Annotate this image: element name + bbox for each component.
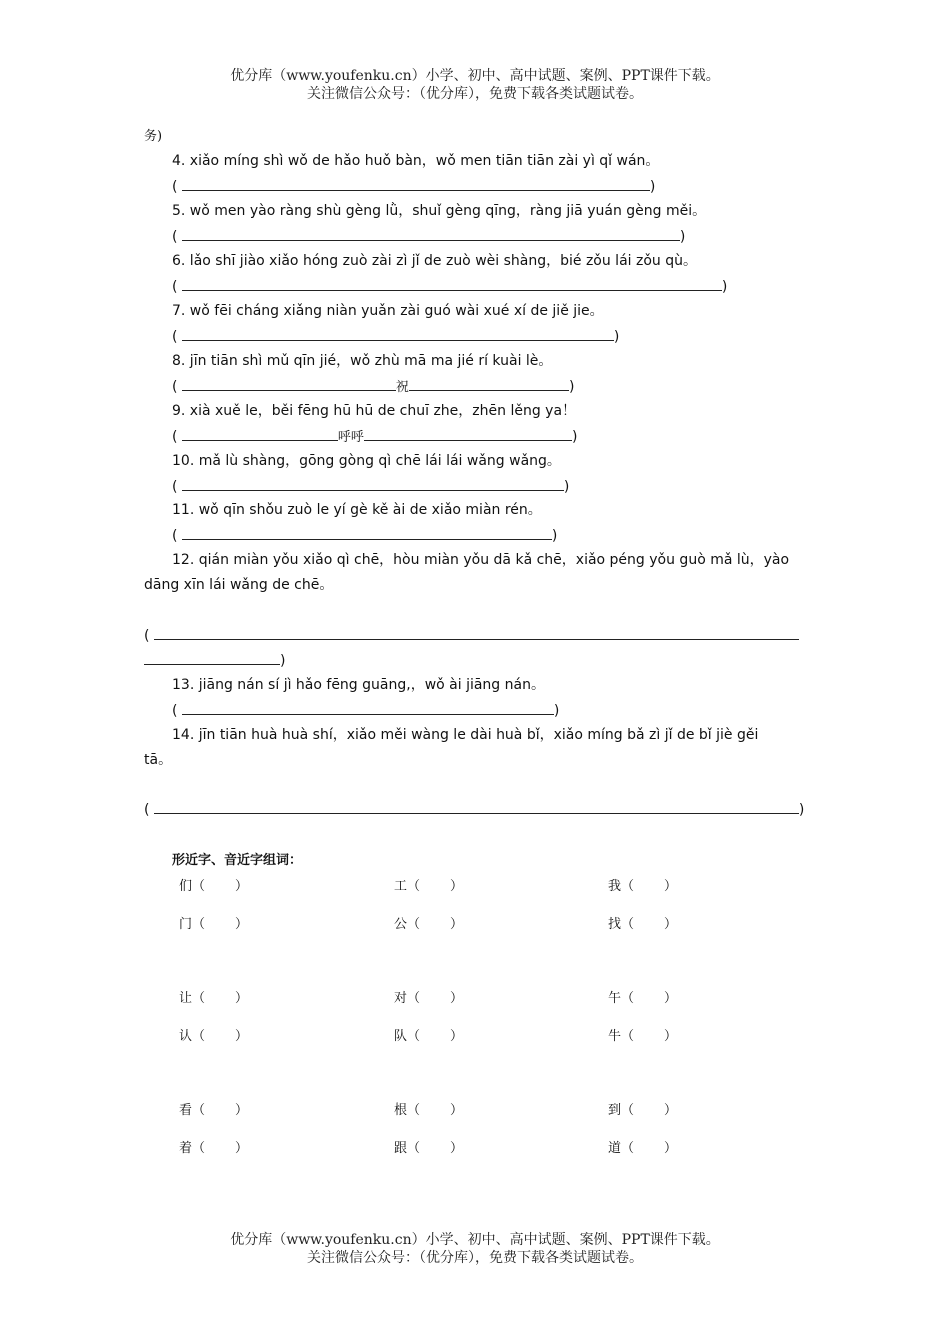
- word-group-cell[interactable]: [394, 913, 463, 932]
- word-group-char: 工: [394, 879, 408, 894]
- question-14: 14. jīn tiān huà huà shí，xiǎo měi wàng le dài huà bǐ，xiǎo míng bǎ zì jǐ de bǐ jiè gěi: [172, 727, 759, 743]
- paren-open: （: [621, 879, 635, 894]
- paren-close: ）: [450, 1141, 464, 1156]
- answer-close: ): [679, 229, 686, 245]
- word-group-cell[interactable]: [608, 987, 677, 1006]
- answer-line-12-cont[interactable]: [144, 650, 285, 671]
- word-group-cell[interactable]: [179, 913, 248, 932]
- paren-open: （: [192, 1103, 206, 1118]
- answer-line-11[interactable]: [172, 525, 557, 546]
- answer-close: ): [571, 429, 578, 445]
- answer-blank[interactable]: [182, 700, 554, 715]
- word-group-char: 认: [179, 1029, 193, 1044]
- word-group-char: 我: [608, 879, 622, 894]
- answer-close: ): [649, 179, 656, 195]
- answer-blank[interactable]: [182, 525, 552, 540]
- question-9: 9. xià xuě le，běi fēng hū hū de chuī zhe，zhēn lěng ya！: [172, 403, 577, 419]
- answer-blank[interactable]: [182, 476, 564, 491]
- paren-close: ）: [450, 1029, 464, 1044]
- word-group-char: 们: [179, 879, 193, 894]
- word-group-char: 让: [179, 991, 193, 1006]
- answer-open: (: [172, 379, 178, 395]
- word-group-char: 道: [608, 1141, 622, 1156]
- answer-line-7[interactable]: [172, 326, 619, 347]
- word-group-char: 对: [394, 991, 408, 1006]
- answer-blank[interactable]: [409, 376, 569, 391]
- answer-blank[interactable]: [144, 650, 280, 665]
- question-12-cont: dāng xīn lái wǎng de chē。: [144, 577, 334, 593]
- paren-close: ）: [664, 1029, 678, 1044]
- word-group-cell[interactable]: [394, 1099, 463, 1118]
- header-line-2: 关注微信公众号：（优分库），免费下载各类试题试卷。: [307, 86, 643, 102]
- answer-open: (: [172, 429, 178, 445]
- paren-open: （: [407, 1103, 421, 1118]
- word-group-char: 找: [608, 917, 622, 932]
- answer-line-9[interactable]: [172, 426, 577, 448]
- word-group-cell[interactable]: [608, 913, 677, 932]
- answer-line-13[interactable]: [172, 700, 559, 721]
- paren-open: （: [621, 917, 635, 932]
- paren-close: ）: [664, 1141, 678, 1156]
- word-group-cell[interactable]: [179, 987, 248, 1006]
- paren-open: （: [407, 991, 421, 1006]
- answer-open: (: [172, 703, 178, 719]
- word-group-cell[interactable]: [608, 1025, 677, 1044]
- word-group-cell[interactable]: [179, 1137, 248, 1156]
- word-group-char: 到: [608, 1103, 622, 1118]
- footer-line-1: 优分库（www.youfenku.cn）小学、初中、高中试题、案例、PPT课件下载。: [230, 1232, 720, 1248]
- paren-close: ）: [235, 879, 249, 894]
- answer-line-5[interactable]: [172, 226, 685, 247]
- question-4: 4. xiǎo míng shì wǒ de hǎo huǒ bàn，wǒ men tiān tiān zài yì qǐ wán。: [172, 153, 660, 169]
- word-group-cell[interactable]: [608, 1099, 677, 1118]
- word-group-cell[interactable]: [608, 1137, 677, 1156]
- answer-line-10[interactable]: [172, 476, 569, 497]
- page-footer: [0, 1231, 950, 1267]
- answer-line-14[interactable]: [144, 799, 804, 820]
- answer-blank[interactable]: [364, 426, 572, 441]
- answer-blank[interactable]: [182, 326, 614, 341]
- question-14-cont: tā。: [144, 752, 173, 768]
- answer-blank[interactable]: [182, 426, 338, 441]
- question-13: 13. jiāng nán sí jì hǎo fēng guāng,，wǒ ài jiāng nán。: [172, 677, 545, 693]
- paren-open: （: [192, 917, 206, 932]
- answer-blank[interactable]: [182, 376, 396, 391]
- word-group-cell[interactable]: [394, 1025, 463, 1044]
- word-group-cell[interactable]: [394, 1137, 463, 1156]
- paren-close: ）: [664, 991, 678, 1006]
- answer-line-8[interactable]: [172, 376, 574, 398]
- word-group-char: 跟: [394, 1141, 408, 1156]
- answer-blank[interactable]: [154, 799, 799, 814]
- hint-word: 祝: [395, 380, 409, 395]
- question-11: 11. wǒ qīn shǒu zuò le yí gè kě ài de xiǎo miàn rén。: [172, 502, 542, 518]
- word-group-cell[interactable]: [179, 875, 248, 894]
- paren-open: （: [407, 879, 421, 894]
- paren-open: （: [407, 1029, 421, 1044]
- answer-close: ): [551, 528, 558, 544]
- word-group-cell[interactable]: [179, 1099, 248, 1118]
- word-group-char: 公: [394, 917, 408, 932]
- answer-close: ): [553, 703, 560, 719]
- question-7: 7. wǒ fēi cháng xiǎng niàn yuǎn zài guó wài xué xí de jiě jie。: [172, 303, 604, 319]
- section-title: 形近字、音近字组词：: [172, 853, 303, 868]
- paren-close: ）: [450, 991, 464, 1006]
- question-8: 8. jīn tiān shì mǔ qīn jié，wǒ zhù mā ma jié rí kuài lè。: [172, 353, 553, 369]
- paren-open: （: [192, 991, 206, 1006]
- word-group-cell[interactable]: [394, 987, 463, 1006]
- answer-close: ): [568, 379, 575, 395]
- paren-close: ）: [235, 1029, 249, 1044]
- word-group-char: 牛: [608, 1029, 622, 1044]
- answer-close: ): [280, 653, 286, 669]
- question-10: 10. mǎ lù shàng，gōng gòng qì chē lái lái wǎng wǎng。: [172, 453, 561, 469]
- paren-open: （: [621, 1103, 635, 1118]
- hint-word: 呼呼: [337, 430, 364, 445]
- answer-blank[interactable]: [182, 226, 680, 241]
- answer-line-4[interactable]: [172, 176, 655, 197]
- answer-blank[interactable]: [154, 625, 799, 640]
- paren-open: （: [407, 917, 421, 932]
- paren-close: ）: [664, 917, 678, 932]
- paren-close: ）: [235, 1141, 249, 1156]
- answer-open: (: [172, 528, 178, 544]
- answer-open: (: [172, 179, 178, 195]
- answer-open: (: [144, 628, 150, 644]
- word-group-char: 看: [179, 1103, 193, 1118]
- paren-open: （: [407, 1141, 421, 1156]
- word-group-cell[interactable]: [179, 1025, 248, 1044]
- answer-close: ): [563, 479, 570, 495]
- answer-blank[interactable]: [182, 176, 650, 191]
- paren-open: （: [621, 1141, 635, 1156]
- paren-open: （: [192, 879, 206, 894]
- word-group-char: 午: [608, 991, 622, 1006]
- paren-close: ）: [450, 879, 464, 894]
- question-12: 12. qián miàn yǒu xiǎo qì chē，hòu miàn yǒu dā kǎ chē，xiǎo péng yǒu guò mǎ lù，yào: [172, 552, 790, 568]
- answer-line-6[interactable]: [172, 276, 727, 297]
- word-group-cell[interactable]: [608, 875, 677, 894]
- page-header: [0, 67, 950, 103]
- paren-close: ）: [235, 917, 249, 932]
- answer-open: (: [172, 329, 178, 345]
- word-group-char: 着: [179, 1141, 193, 1156]
- answer-blank[interactable]: [182, 276, 722, 291]
- answer-line-12[interactable]: [144, 625, 799, 646]
- footer-line-2: 关注微信公众号：（优分库），免费下载各类试题试卷。: [307, 1250, 643, 1266]
- paren-close: ）: [664, 1103, 678, 1118]
- paren-close: ）: [450, 917, 464, 932]
- fragment-text: 务): [144, 129, 163, 144]
- word-group-cell[interactable]: [394, 875, 463, 894]
- paren-open: （: [621, 1029, 635, 1044]
- answer-open: (: [144, 802, 150, 818]
- word-group-char: 队: [394, 1029, 408, 1044]
- paren-open: （: [192, 1141, 206, 1156]
- answer-close: ): [721, 279, 728, 295]
- paren-close: ）: [664, 879, 678, 894]
- paren-open: （: [621, 991, 635, 1006]
- answer-open: (: [172, 279, 178, 295]
- paren-close: ）: [235, 991, 249, 1006]
- paren-open: （: [192, 1029, 206, 1044]
- header-line-1: 优分库（www.youfenku.cn）小学、初中、高中试题、案例、PPT课件下载。: [230, 68, 720, 84]
- paren-close: ）: [235, 1103, 249, 1118]
- answer-close: ): [613, 329, 620, 345]
- question-5: 5. wǒ men yào ràng shù gèng lǜ，shuǐ gèng qīng，ràng jiā yuán gèng měi。: [172, 203, 707, 219]
- word-group-char: 根: [394, 1103, 408, 1118]
- answer-open: (: [172, 479, 178, 495]
- answer-close: ): [798, 802, 805, 818]
- word-group-char: 门: [179, 917, 193, 932]
- paren-close: ）: [450, 1103, 464, 1118]
- question-6: 6. lǎo shī jiào xiǎo hóng zuò zài zì jǐ de zuò wèi shàng，bié zǒu lái zǒu qù。: [172, 253, 697, 269]
- answer-open: (: [172, 229, 178, 245]
